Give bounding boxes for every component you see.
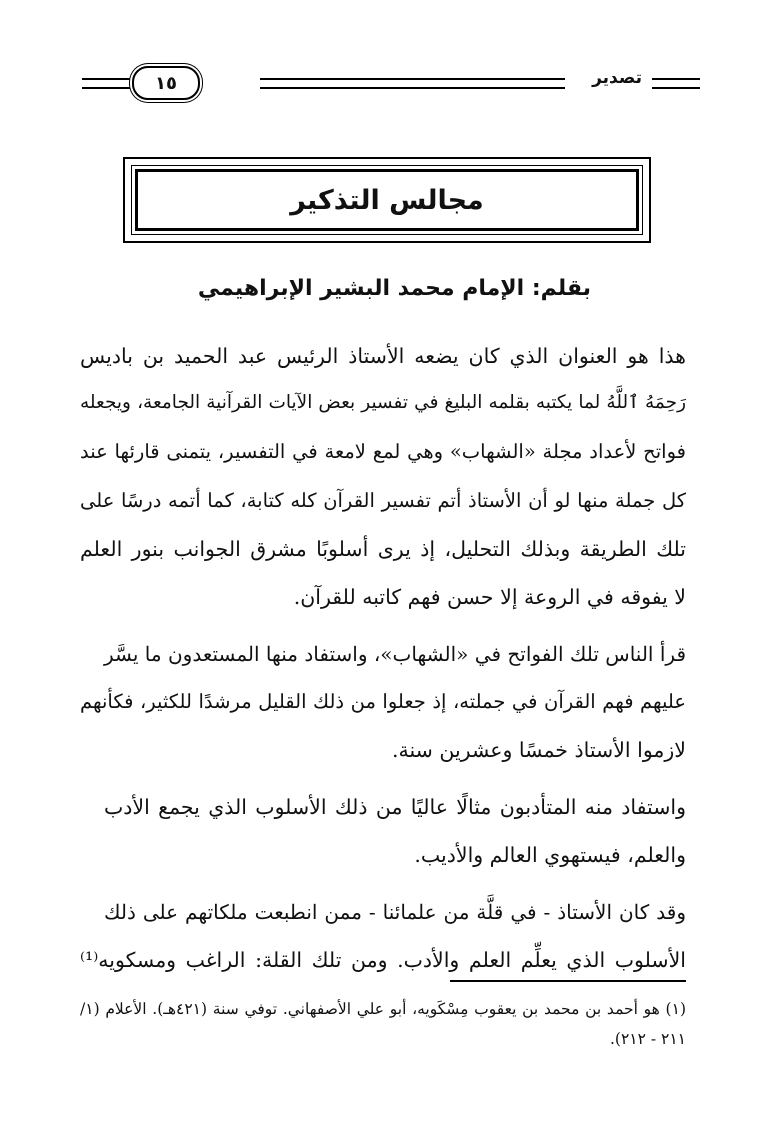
body-line: واستفاد منه المتأدبون مثالًا عاليًا من ذلك الأسلوب الذي يجمع الأدب	[104, 795, 686, 819]
body-line: والعلم، فيستهوي العالم والأديب.	[414, 843, 686, 867]
title-frame-inner	[131, 165, 643, 235]
author-line: بقلم: الإمام محمد البشير الإبراهيمي	[197, 276, 591, 301]
body-line: رَحِمَهُ ٱللَّهُ لما يكتبه بقلمه البليغ في تفسير بعض الآيات القرآنية الجامعة، ويجعله	[80, 392, 686, 413]
title-frame-core	[135, 169, 639, 231]
page-number: ١٥	[132, 66, 200, 100]
footnote-line: (١) هو أحمد بن محمد بن يعقوب مِسْكَويه، أبو علي الأصفهاني. توفي سنة (٤٢١هـ). الأعلام (١/	[80, 1000, 686, 1018]
footnote-separator	[450, 980, 686, 982]
body-line: تلك الطريقة وبذلك التحليل، إذ يرى أسلوبًا مشرق الجوانب بنور العلم	[80, 537, 686, 561]
title-frame	[123, 157, 651, 243]
header-rule-left	[82, 78, 130, 89]
footnote-line: ٢١١ - ٢١٢).	[609, 1030, 686, 1048]
body-line: الأسلوب الذي يعلِّم العلم والأدب. ومن تلك القلة: الراغب ومسكويه⁽¹⁾	[80, 948, 686, 972]
body-line: قرأ الناس تلك الفواتح في «الشهاب»، واستفاد منها المستعدون ما يسَّر	[104, 642, 686, 666]
running-section-title: تصدير	[592, 68, 642, 88]
header-rule-middle	[260, 78, 565, 89]
body-line: فواتح لأعداد مجلة «الشهاب» وهي لمع لامعة في التفسير، يتمنى قارئها عند	[80, 440, 686, 463]
body-line: وقد كان الأستاذ - في قلَّة من علمائنا - ممن انطبعت ملكاتهم على ذلك	[104, 900, 686, 924]
body-line: هذا هو العنوان الذي كان يضعه الأستاذ الرئيس عبد الحميد بن باديس	[80, 344, 686, 368]
body-line: لا يفوقه في الروعة إلا حسن فهم كاتبه للقرآن.	[293, 585, 686, 609]
article-title: مجالس التذكير	[290, 184, 484, 216]
body-line: عليهم فهم القرآن في جملته، إذ جعلوا من ذلك القليل مرشدًا للكثير، فكأنهم	[80, 690, 686, 713]
header-rule-right	[652, 78, 700, 89]
body-line: كل جملة منها لو أن الأستاذ أتم تفسير القرآن كله كتابة، كما أتمه درسًا على	[80, 489, 686, 512]
body-line: لازموا الأستاذ خمسًا وعشرين سنة.	[391, 738, 686, 762]
page-header	[70, 58, 700, 108]
